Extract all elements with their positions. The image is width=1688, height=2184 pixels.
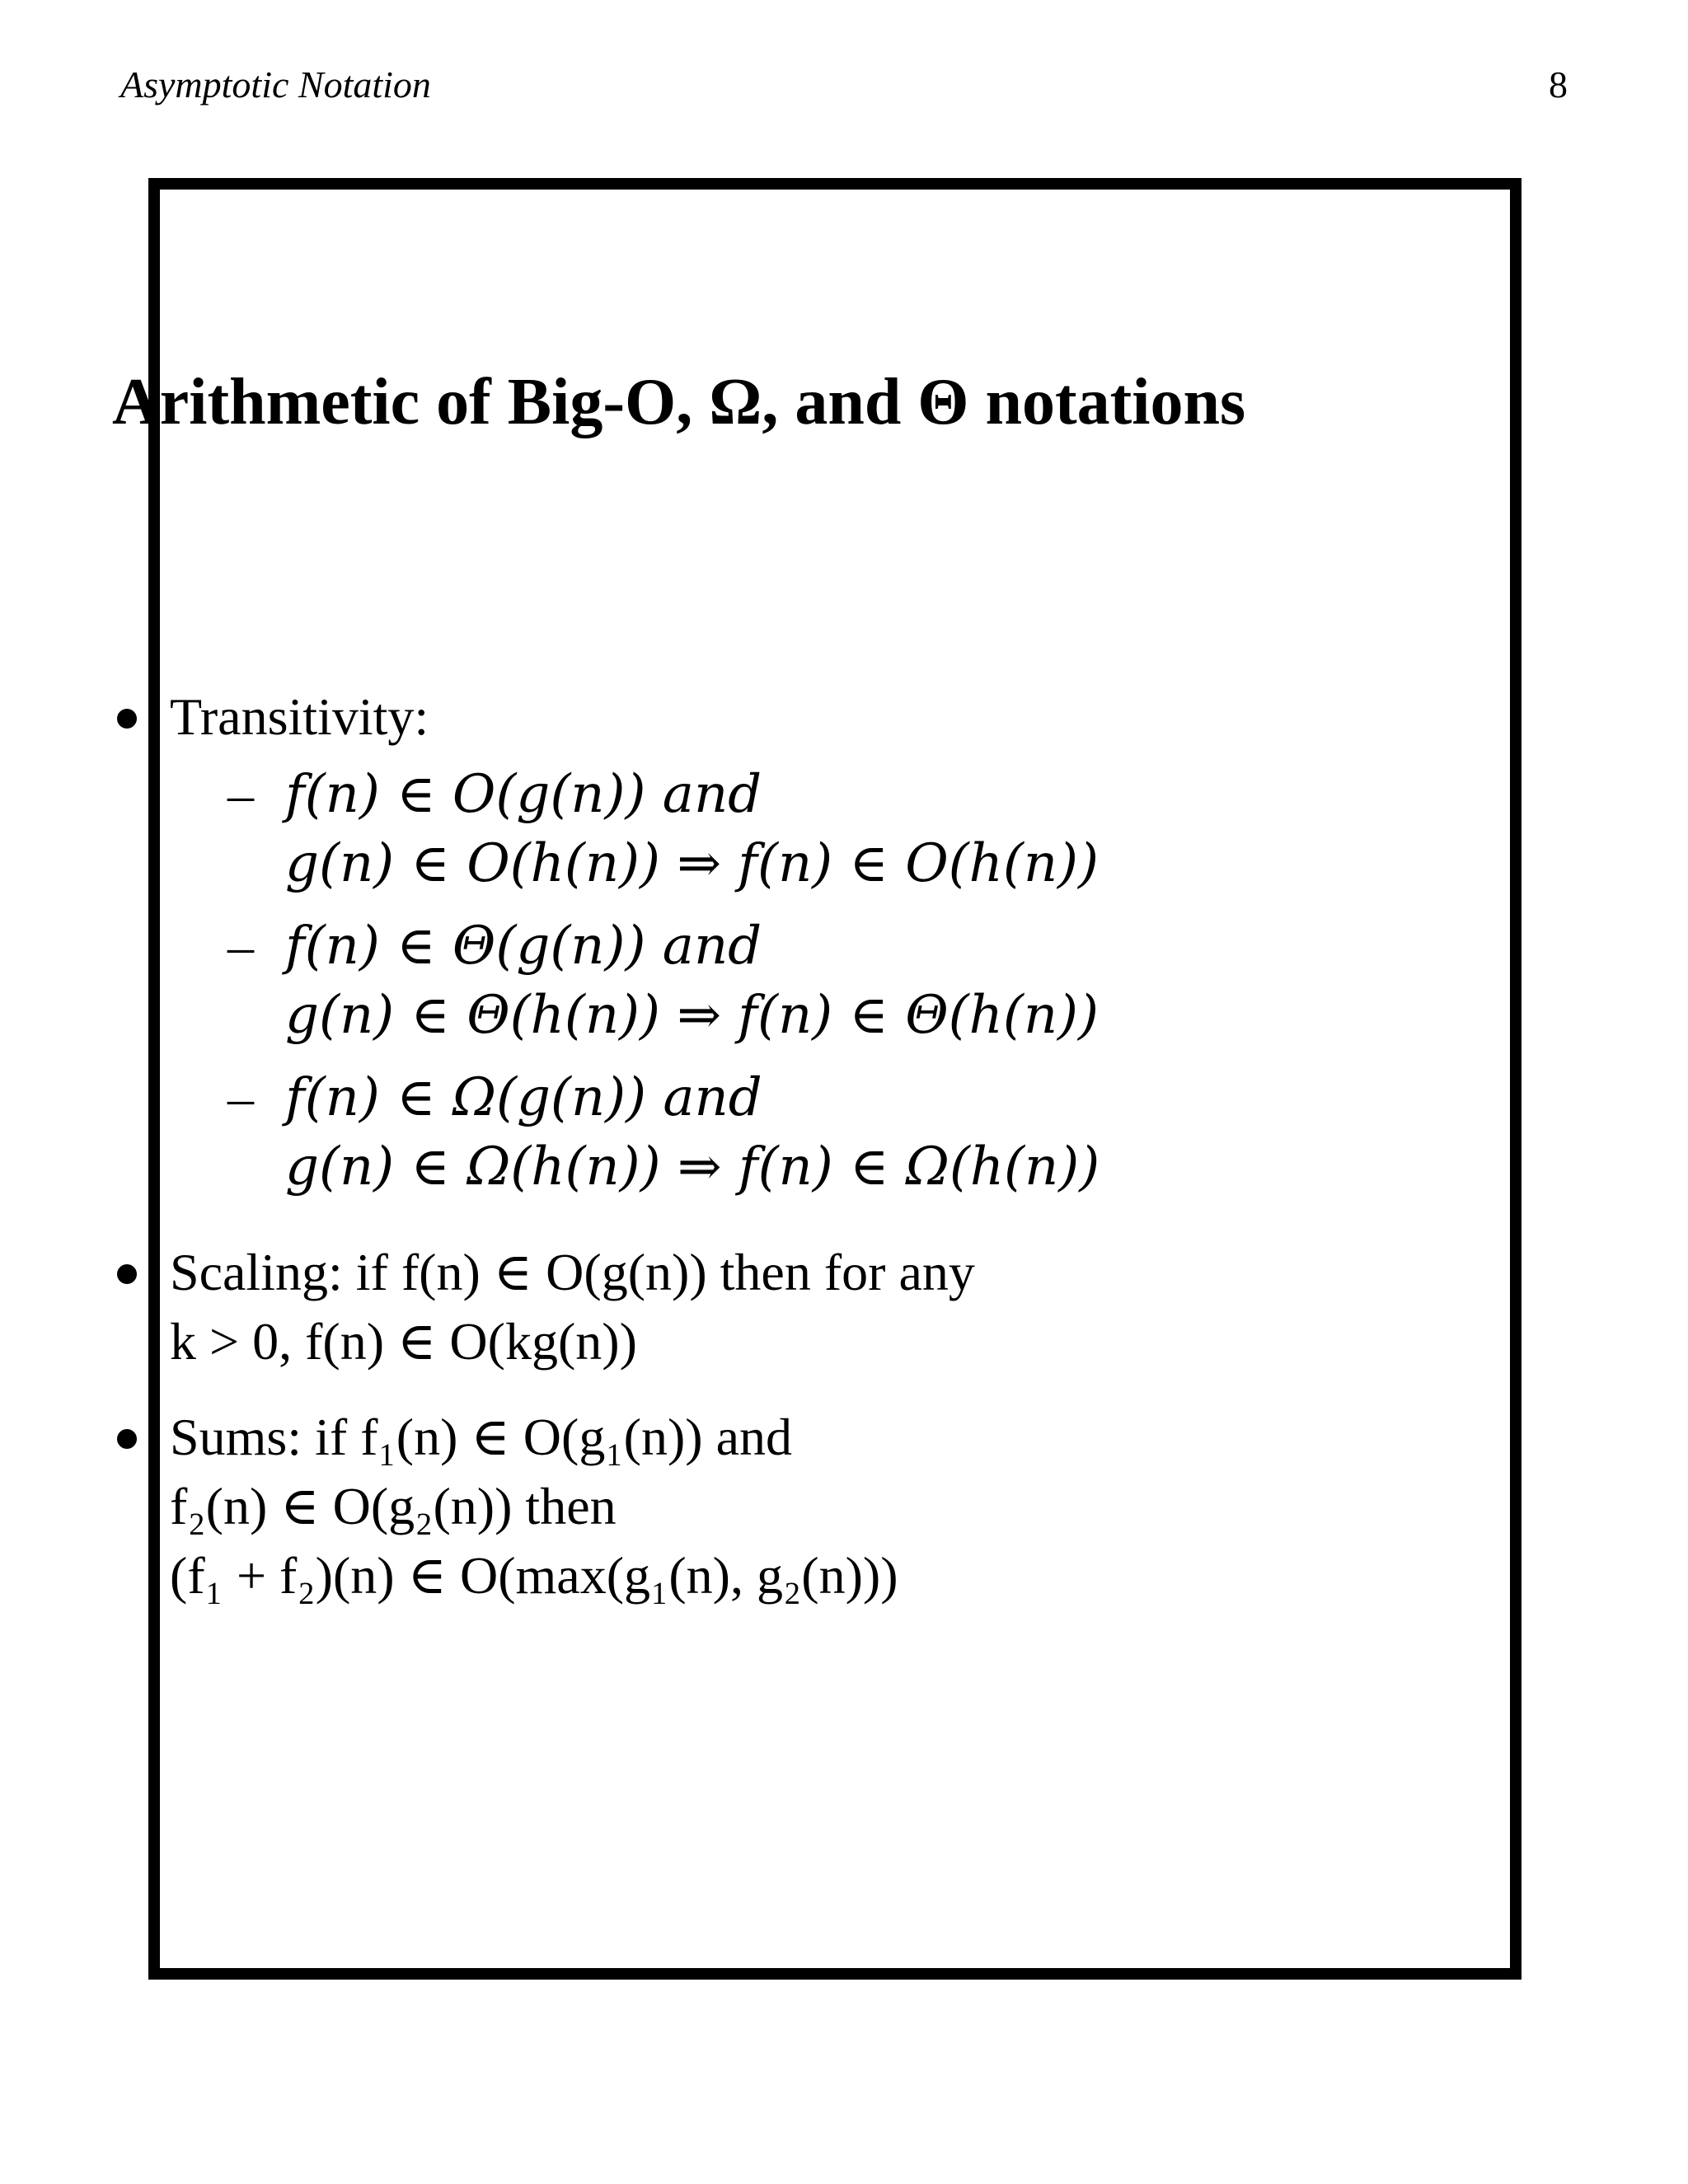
transitivity-big-o (227, 760, 1282, 898)
transitivity-theta (227, 912, 1282, 1050)
sums-line-2: f₂(n) ∈ O(g₂(n)) then (170, 1477, 617, 1535)
bullet-label-transitivity: Transitivity: (170, 687, 429, 746)
sums-line-3: (f₁ + f₂)(n) ∈ O(max(g₁(n), g₂(n))) (170, 1546, 898, 1605)
transitivity-omega-line-2: g(n) ∈ Ω(h(n)) ⇒ f(n) ∈ Ω(h(n)) (285, 1137, 1100, 1197)
transitivity-theta-line-2: g(n) ∈ Θ(h(n)) ⇒ f(n) ∈ Θ(h(n)) (285, 985, 1099, 1046)
scaling-line-1: Scaling: if f(n) ∈ O(g(n)) then for any (170, 1243, 975, 1301)
running-head: Asymptotic Notation (120, 63, 431, 105)
transitivity-omega (227, 1063, 1282, 1202)
transitivity-theta-line-1: f(n) ∈ Θ(g(n)) and (285, 916, 762, 977)
transitivity-big-o-line-2: g(n) ∈ O(h(n)) ⇒ f(n) ∈ O(h(n)) (285, 833, 1099, 894)
slide-title: Arithmetic of Big-O, Ω, and Θ notations (112, 366, 1246, 438)
transitivity-big-o-line-1: f(n) ∈ O(g(n)) and (285, 764, 762, 825)
bullet-sums (112, 1403, 1282, 1610)
dash-icon: – (227, 916, 254, 975)
transitivity-omega-line-1: f(n) ∈ Ω(g(n)) and (285, 1067, 762, 1128)
dash-icon: – (227, 765, 254, 823)
dash-icon: – (227, 1068, 254, 1127)
page-number: 8 (1549, 63, 1568, 105)
bullet-scaling (112, 1238, 1282, 1376)
scaling-line-2: k > 0, f(n) ∈ O(kg(n)) (170, 1312, 637, 1371)
bullet-transitivity (112, 682, 1282, 1202)
sums-line-1: Sums: if f₁(n) ∈ O(g₁(n)) and (170, 1408, 792, 1466)
